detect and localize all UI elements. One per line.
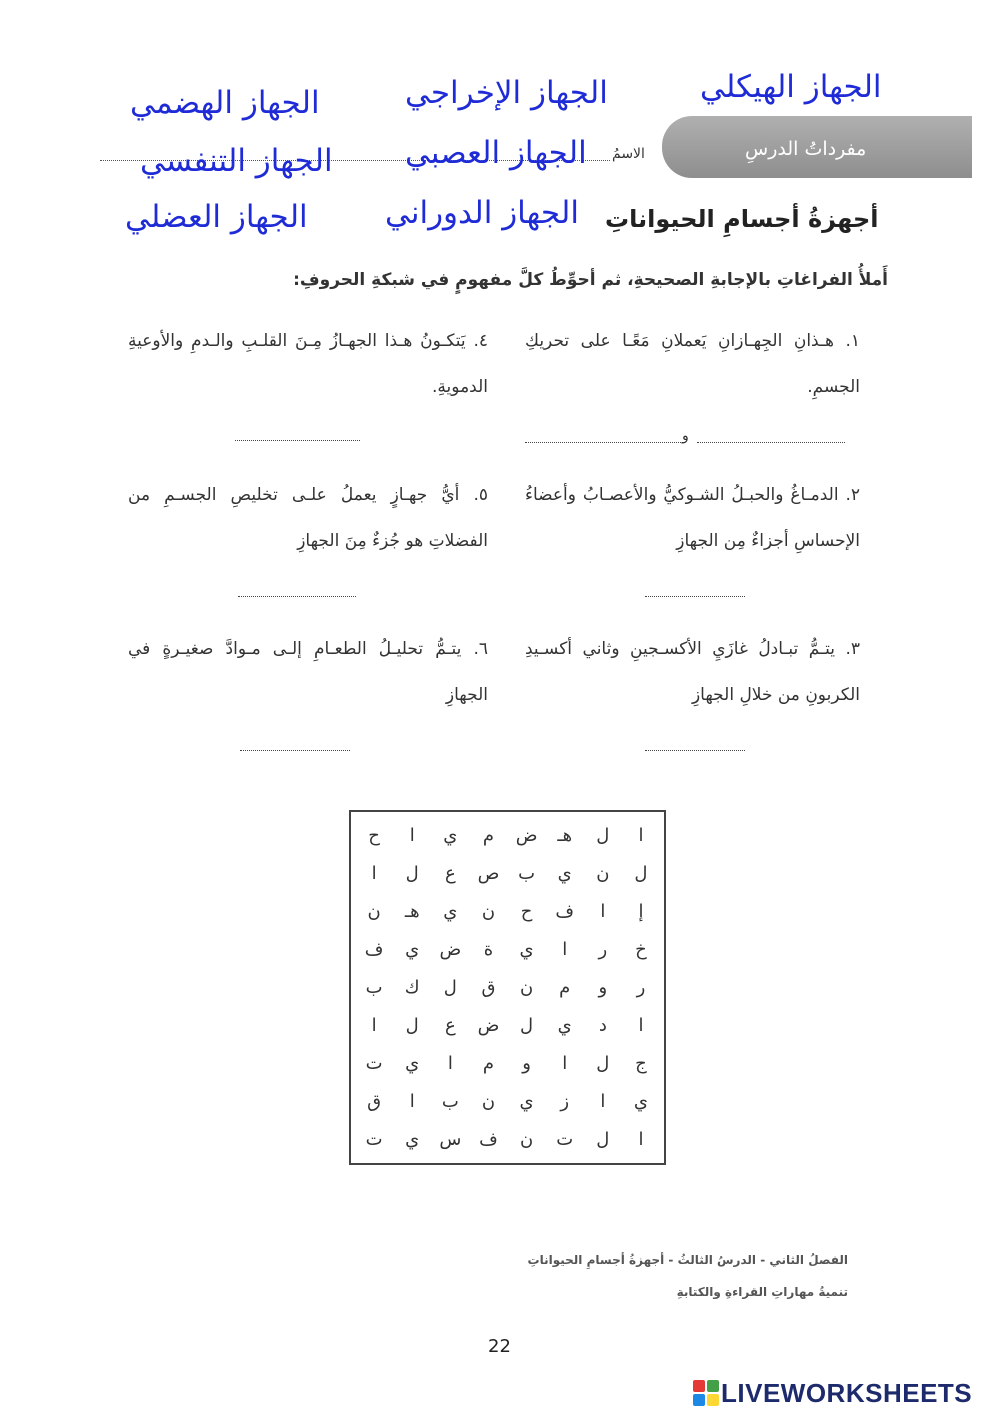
answer-blank-3[interactable]: [645, 750, 745, 751]
grid-cell[interactable]: ا: [600, 900, 606, 922]
grid-cell[interactable]: ل: [596, 1053, 610, 1075]
grid-cell[interactable]: ك: [404, 976, 420, 998]
question-1: ١. هـذانِ الجِهـازانِ يَعملانِ مَعًـا على تحريكِ الجسمِ.: [525, 331, 860, 397]
answer-blank-5[interactable]: [238, 596, 356, 597]
grid-cell[interactable]: ب: [518, 862, 536, 884]
footer-skill: تنميةُ مهاراتِ القراءةِ والكتابةِ: [676, 1285, 848, 1299]
grid-cell[interactable]: ا: [638, 1015, 644, 1037]
grid-cell[interactable]: ر: [636, 976, 646, 998]
grid-cell[interactable]: ص: [477, 862, 500, 884]
grid-cell[interactable]: ا: [447, 1053, 453, 1075]
grid-cell[interactable]: ز: [560, 1091, 570, 1113]
answer-nervous[interactable]: الجهاز العصبي: [405, 135, 587, 171]
answer-muscular[interactable]: الجهاز العضلي: [125, 199, 308, 235]
grid-cell[interactable]: هـ: [404, 900, 420, 922]
liveworksheets-icon: [693, 1380, 719, 1406]
grid-cell[interactable]: ض: [477, 1015, 500, 1037]
answer-blank-4[interactable]: [235, 440, 360, 441]
grid-cell[interactable]: ن: [481, 900, 496, 922]
grid-cell[interactable]: ي: [405, 1129, 420, 1151]
answer-blank-6[interactable]: [240, 750, 350, 751]
grid-cell[interactable]: س: [439, 1129, 462, 1151]
liveworksheets-logo[interactable]: [693, 1378, 972, 1408]
grid-cell[interactable]: ب: [441, 1091, 459, 1113]
grid-cell[interactable]: ل: [596, 824, 610, 846]
question-4: ٤. يَتكـونُ هـذا الجهـازُ مِـنَ القلـبِ والـدمِ والأوعيةِ الدمويةِ.: [128, 331, 488, 397]
word-search-grid: [349, 810, 666, 1165]
question-3: ٣. يتـمُّ تبـادلُ غازَيِ الأكسـجينِ وثاني أكسـيدِ الكربونِ من خلالِ الجهازِ: [525, 639, 860, 705]
liveworksheets-wordmark: LIVEWORKSHEETS: [721, 1377, 973, 1408]
grid-cell[interactable]: ي: [519, 1091, 534, 1113]
instructions: أَملأُ الفراغاتِ بالإجابةِ الصحيحةِ، ثم أحوِّطُ كلَّ مفهومٍ في شبكةِ الحروفِ:: [293, 270, 888, 290]
grid-cell[interactable]: م: [482, 824, 495, 846]
question-6: ٦. يتـمُّ تحليـلُ الطعـامِ إلـى مـوادَّ صغيـرةٍ في الجهازِ: [128, 639, 488, 705]
logo-square-green: [707, 1380, 719, 1392]
grid-cell[interactable]: م: [482, 1053, 495, 1075]
grid-cell[interactable]: ن: [481, 1091, 496, 1113]
name-label: الاسمُ: [612, 146, 645, 162]
grid-cell[interactable]: ي: [519, 938, 534, 960]
grid-cell[interactable]: ع: [444, 862, 456, 884]
grid-cell[interactable]: ع: [444, 1015, 456, 1037]
grid-cell[interactable]: ل: [634, 862, 648, 884]
footer-chapter: الفصلُ الثاني - الدرسُ الثالثُ - أجهزةُ أجسامِ الحيواناتِ: [527, 1253, 848, 1267]
grid-cell[interactable]: ل: [520, 1015, 534, 1037]
grid-cell[interactable]: ن: [519, 976, 534, 998]
grid-cell[interactable]: ب: [365, 976, 383, 998]
answer-blank-2[interactable]: [645, 596, 745, 597]
grid-cell[interactable]: ت: [556, 1129, 574, 1151]
grid-cell[interactable]: ف: [364, 938, 384, 960]
logo-square-red: [693, 1380, 705, 1392]
lesson-title: أجهزةُ أجسامِ الحيواناتِ: [605, 205, 879, 233]
grid-cell[interactable]: و: [522, 1053, 531, 1075]
grid-cell[interactable]: ج: [635, 1053, 647, 1075]
page-number: 22: [488, 1336, 511, 1357]
answer-excretory[interactable]: الجهاز الإخراجي: [405, 75, 608, 111]
answer-blank-1a[interactable]: [525, 442, 685, 443]
vocabulary-tab-label: مفرداتُ الدرسِ: [745, 138, 867, 160]
grid-cell[interactable]: ت: [365, 1053, 383, 1075]
grid-cell[interactable]: ي: [557, 1015, 572, 1037]
grid-cell[interactable]: ا: [371, 862, 377, 884]
grid-cell[interactable]: ي: [557, 862, 572, 884]
grid-cell[interactable]: ا: [638, 1129, 644, 1151]
grid-cell[interactable]: ل: [405, 1015, 419, 1037]
grid-cell[interactable]: ل: [443, 976, 457, 998]
grid-cell[interactable]: ح: [520, 900, 533, 922]
grid-cell[interactable]: د: [598, 1015, 607, 1037]
question-1-connector: و: [682, 428, 689, 444]
grid-cell[interactable]: ي: [405, 1053, 420, 1075]
question-5: ٥. أيُّ جهـازٍ يعملُ علـى تخليصِ الجسـمِ من الفضلاتِ هو جُزءٌ مِنَ الجهازِ: [128, 485, 488, 551]
grid-cell[interactable]: ل: [596, 1129, 610, 1151]
grid-cell[interactable]: م: [559, 976, 571, 998]
logo-square-yellow: [707, 1394, 719, 1406]
grid-cell[interactable]: ا: [562, 938, 568, 960]
grid-cell[interactable]: ا: [562, 1053, 568, 1075]
grid-cell[interactable]: ا: [638, 824, 644, 846]
grid-cell[interactable]: ا: [409, 1091, 415, 1113]
grid-cell[interactable]: ض: [515, 824, 538, 846]
answer-skeletal[interactable]: الجهاز الهيكلي: [700, 69, 882, 105]
answer-digestive[interactable]: الجهاز الهضمي: [130, 85, 320, 121]
grid-cell[interactable]: ا: [600, 1091, 606, 1113]
grid-cell[interactable]: ل: [405, 862, 419, 884]
grid-cell[interactable]: ن: [519, 1129, 534, 1151]
answer-circulatory[interactable]: الجهاز الدوراني: [385, 195, 579, 231]
answer-blank-1b[interactable]: [697, 442, 845, 443]
grid-cell[interactable]: ق: [481, 976, 496, 998]
grid-cell[interactable]: خ: [635, 938, 647, 960]
answer-respiratory[interactable]: الجهاز التنفسي: [140, 143, 333, 179]
grid-cell[interactable]: ض: [439, 938, 462, 960]
grid-cell[interactable]: ر: [598, 938, 608, 960]
grid-cell[interactable]: ة: [483, 938, 494, 960]
grid-cell[interactable]: ق: [367, 1091, 382, 1113]
grid-cell[interactable]: ن: [367, 900, 381, 922]
grid-cell[interactable]: ي: [405, 938, 420, 960]
grid-cell[interactable]: ح: [368, 824, 380, 846]
grid-cell[interactable]: ف: [479, 1129, 498, 1151]
grid-cell[interactable]: ي: [633, 1091, 648, 1113]
grid-cell[interactable]: ا: [409, 824, 415, 846]
grid-cell[interactable]: ت: [365, 1129, 383, 1151]
grid-cell[interactable]: و: [598, 976, 608, 998]
grid-cell[interactable]: ن: [596, 862, 610, 884]
grid-cell[interactable]: ا: [371, 1015, 377, 1037]
question-2: ٢. الدمـاغُ والحبـلُ الشـوكيُّ والأعصـابُ وأعضاءُ الإحساسِ أجزاءٌ مِن الجهازِ: [525, 485, 860, 551]
logo-square-blue: [693, 1394, 705, 1406]
grid-cell[interactable]: ي: [443, 824, 458, 846]
grid-cell[interactable]: ف: [555, 900, 575, 922]
grid-cell[interactable]: ي: [443, 900, 458, 922]
grid-cell[interactable]: إ: [638, 900, 644, 922]
grid-cell[interactable]: هـ: [557, 824, 573, 846]
